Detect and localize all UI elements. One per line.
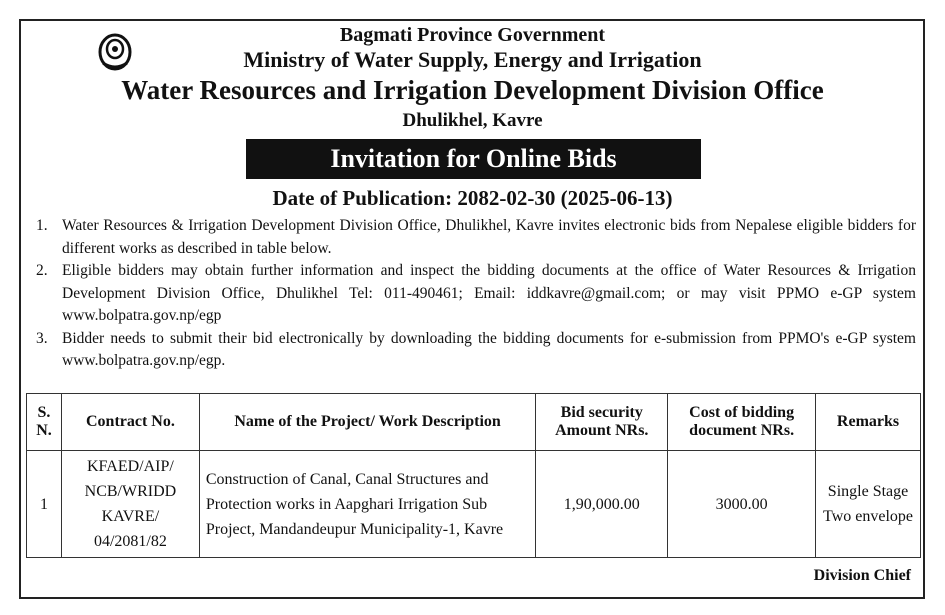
item-text: Bidder needs to submit their bid electronically by downloading the bidding documents for e-submission from PPMO's e-GP system www.bolpatra.gov.np/egp. xyxy=(62,329,916,369)
item-number: 3. xyxy=(36,329,48,347)
header-contract-no: Contract No. xyxy=(61,394,199,451)
header-sn: S. N. xyxy=(27,394,62,451)
cell-bid-security: 1,90,000.00 xyxy=(536,451,668,558)
office-name: Water Resources and Irrigation Development Division Office xyxy=(121,75,824,105)
item-number: 2. xyxy=(36,262,48,279)
notice-item xyxy=(36,260,916,328)
header-document-cost: Cost of bidding document NRs. xyxy=(668,394,816,451)
table-row xyxy=(27,451,921,558)
notice-item xyxy=(36,328,916,373)
signatory: Division Chief xyxy=(813,567,911,584)
ministry-name: Ministry of Water Supply, Energy and Irrigation xyxy=(243,47,702,72)
table-header-row xyxy=(27,394,921,451)
province-name: Bagmati Province Government xyxy=(339,24,606,46)
item-text: Eligible bidders may obtain further information and inspect the bidding documents at the office of Water Resources & Irrigation Development Division Office, Dhulikhel Tel: 011-490461; Email: iddkavre@gmail.com; or may visit PPMO e-GP system www.bolpatra.gov.np/egp xyxy=(62,262,916,324)
publication-date: Date of Publication: 2082-02-30 (2025-06-13) xyxy=(272,186,673,210)
header-project: Name of the Project/ Work Description xyxy=(199,394,535,451)
notice-item xyxy=(36,215,916,260)
cell-document-cost: 3000.00 xyxy=(668,451,816,558)
cell-sn: 1 xyxy=(27,451,62,558)
cell-project: Construction of Canal, Canal Structures and Protection works in Aapghari Irrigation Sub Project, Mandandeupur Municipality-1, Kavre xyxy=(199,451,535,558)
item-number: 1. xyxy=(36,217,48,234)
bids-table xyxy=(26,393,921,558)
office-location: Dhulikhel, Kavre xyxy=(402,110,543,131)
header-remarks: Remarks xyxy=(816,394,921,451)
cell-remarks: Single Stage Two envelope xyxy=(816,451,921,558)
cell-contract-no: KFAED/AIP/ NCB/WRIDD KAVRE/ 04/2081/82 xyxy=(61,451,199,558)
header-bid-security: Bid security Amount NRs. xyxy=(536,394,668,451)
item-text: Water Resources & Irrigation Development Division Office, Dhulikhel, Kavre invites electronic bids from Nepalese eligible bidders for different works as described in table below. xyxy=(62,217,916,257)
notice-items xyxy=(36,215,916,373)
notice-title: Invitation for Online Bids xyxy=(246,139,701,179)
